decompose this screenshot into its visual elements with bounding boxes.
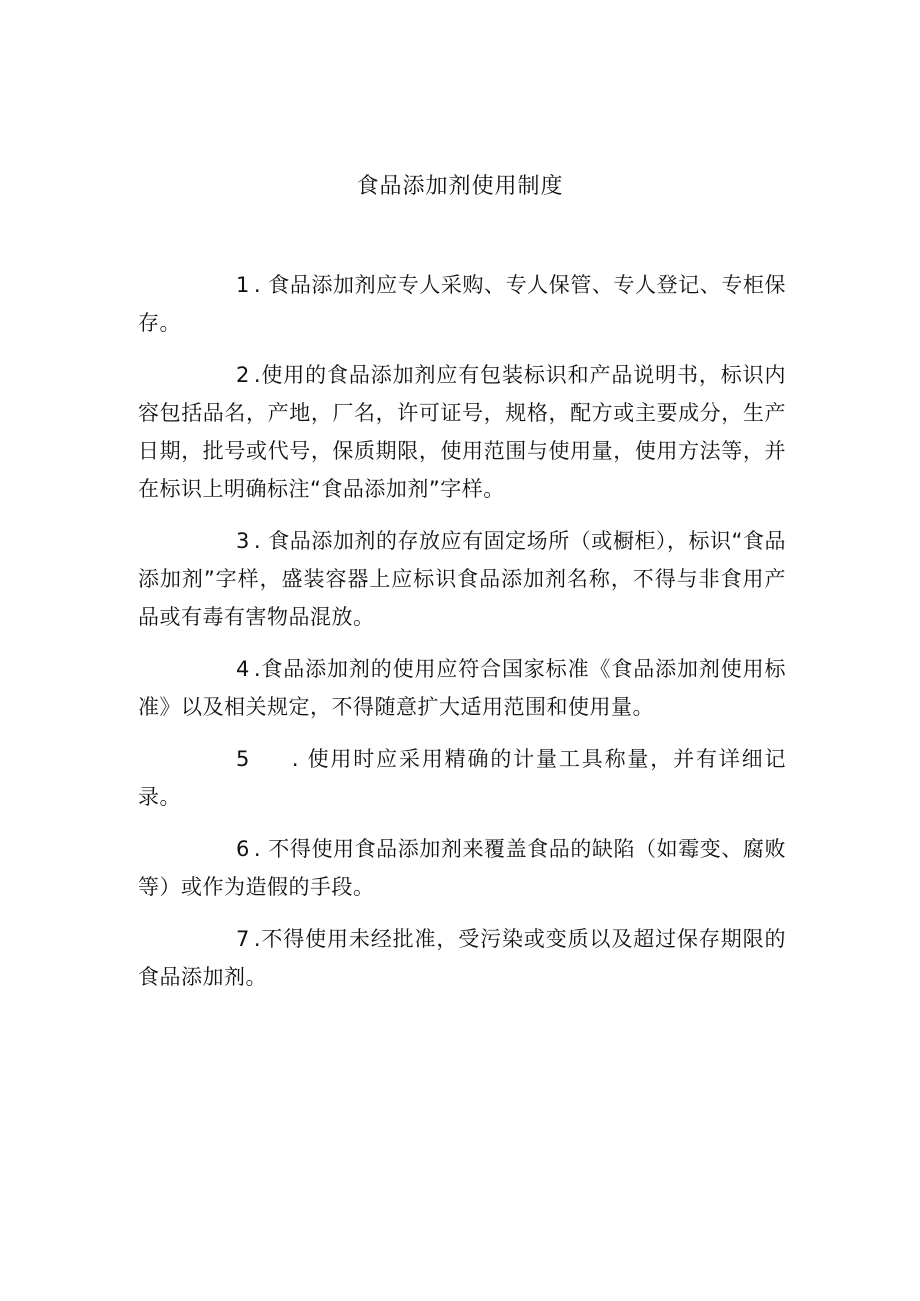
rule-item-2	[138, 356, 786, 508]
document-title: 食品添加剂使用制度	[356, 174, 564, 199]
rule-text: . 食品添加剂的存放应有固定场所（或橱柜），标识“食品添加剂”字样，盛装容器上应标识食品添加剂名称，不得与非食用产品或有毒有害物品混放。	[138, 529, 786, 629]
rule-item-6	[138, 830, 786, 906]
rule-item-5	[138, 740, 786, 816]
rule-number: 7	[236, 927, 250, 951]
rule-item-4	[138, 650, 786, 726]
rule-text: .不得使用未经批准，受污染或变质以及超过保存期限的食品添加剂。	[138, 927, 786, 989]
rule-text: .使用的食品添加剂应有包装标识和产品说明书，标识内容包括品名，产地，厂名，许可证号，规格，配方或主要成分，生产日期，批号或代号，保质期限，使用范围与使用量，使用方法等，并在标识上明确标注“食品添加剂”字样。	[138, 363, 786, 501]
rule-number: 4	[236, 657, 250, 681]
rule-item-1	[138, 266, 786, 342]
document-body	[138, 266, 786, 1010]
rule-number: 1	[236, 273, 250, 297]
rule-text: . 食品添加剂应专人采购、专人保管、专人登记、专柜保存。	[138, 273, 786, 335]
rule-text: . 不得使用食品添加剂来覆盖食品的缺陷（如霉变、腐败等）或作为造假的手段。	[138, 837, 786, 899]
rule-number: 6	[236, 837, 250, 861]
rule-item-3	[138, 522, 786, 636]
rule-item-7	[138, 920, 786, 996]
rule-number: 2	[236, 363, 250, 387]
rule-text: . 使用时应采用精确的计量工具称量，并有详细记录。	[138, 747, 786, 809]
rule-number: 3	[236, 529, 250, 553]
rule-text: .食品添加剂的使用应符合国家标准《食品添加剂使用标准》以及相关规定，不得随意扩大适用范围和使用量。	[138, 657, 786, 719]
rule-number: 5	[236, 747, 250, 771]
